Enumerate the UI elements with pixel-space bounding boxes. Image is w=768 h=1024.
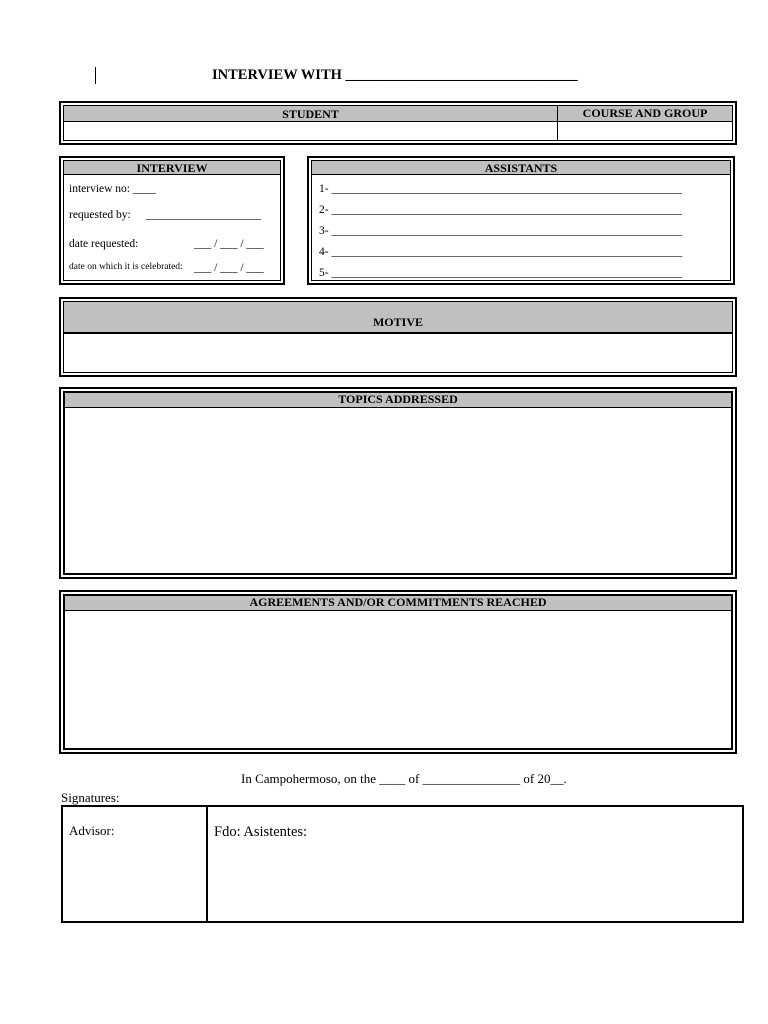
advisor-signature-cell[interactable]	[63, 807, 208, 921]
topics-header: TOPICS ADDRESSED	[65, 393, 731, 408]
agreements-section	[59, 590, 737, 754]
assistants-signature-cell[interactable]	[208, 807, 742, 921]
student-field[interactable]	[64, 122, 557, 142]
requested-by-label: requested by:	[69, 209, 131, 221]
course-group-column	[558, 106, 732, 140]
assistants-signature-label: Fdo: Asistentes:	[214, 824, 308, 840]
assistant-line-2[interactable]: 2- _____________________________________________________________	[319, 204, 683, 216]
text-cursor	[95, 67, 96, 84]
course-group-field[interactable]	[558, 122, 732, 142]
agreements-header: AGREEMENTS AND/OR COMMITMENTS REACHED	[65, 596, 731, 611]
advisor-label: Advisor:	[69, 823, 115, 838]
motive-field[interactable]	[64, 334, 732, 372]
place-date-line[interactable]: In Campohermoso, on the ____ of _______________ of 20__.	[241, 771, 567, 786]
signatures-label: Signatures:	[61, 790, 120, 805]
requested-by-field[interactable]: ____________________	[146, 209, 261, 221]
assistants-section	[307, 156, 735, 285]
assistant-line-1[interactable]: 1- _____________________________________________________________	[319, 183, 683, 195]
page-title: INTERVIEW WITH ________________________________	[212, 67, 578, 83]
motive-header: MOTIVE	[64, 302, 732, 334]
agreements-field[interactable]	[65, 611, 731, 741]
date-celebrated-field[interactable]: ___ / ___ / ___	[194, 262, 264, 274]
date-celebrated-label: date on which it is celebrated:	[69, 262, 183, 272]
topics-section	[59, 387, 737, 579]
assistant-line-3[interactable]: 3- _____________________________________________________________	[319, 225, 683, 237]
student-course-section	[59, 101, 737, 145]
signatures-box	[61, 805, 744, 923]
assistant-line-5[interactable]: 5- _____________________________________________________________	[319, 267, 683, 279]
course-group-header: COURSE AND GROUP	[558, 106, 732, 122]
assistants-header: ASSISTANTS	[312, 161, 730, 175]
assistant-line-4[interactable]: 4- _____________________________________________________________	[319, 246, 683, 258]
topics-field[interactable]	[65, 408, 731, 568]
student-header: STUDENT	[64, 106, 557, 122]
interview-section	[59, 156, 285, 285]
interview-number-field[interactable]: interview no: ____	[69, 183, 156, 195]
interview-header: INTERVIEW	[64, 161, 280, 175]
motive-section	[59, 297, 737, 377]
date-requested-label: date requested:	[69, 238, 139, 250]
date-requested-field[interactable]: ___ / ___ / ___	[194, 238, 264, 250]
student-column	[64, 106, 558, 140]
